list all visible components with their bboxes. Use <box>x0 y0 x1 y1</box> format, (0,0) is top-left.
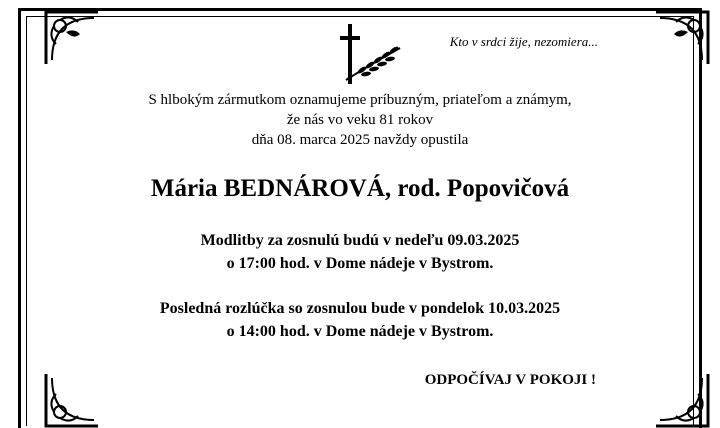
prayers-line: o 17:00 hod. v Dome nádeje v Bystrom. <box>226 255 494 272</box>
intro-line: dňa 08. marca 2025 navždy opustila <box>251 132 469 148</box>
motto: Kto v srdci žije, nezomiera... <box>449 34 598 49</box>
intro-line: že nás vo veku 81 rokov <box>286 112 434 128</box>
farewell-line: o 14:00 hod. v Dome nádeje v Bystrom. <box>226 323 494 340</box>
announcement-intro <box>0 90 720 150</box>
deceased-name: Mária BEDNÁROVÁ, rod. Popovičová <box>150 175 570 202</box>
ornamental-corner-icon <box>654 10 710 66</box>
closing-phrase: ODPOČÍVAJ V POKOJI ! <box>424 372 596 388</box>
intro-line: S hlbokým zármutkom oznamujeme príbuzným, priateľom a známym, <box>148 92 572 108</box>
farewell-line: Posledná rozlúčka so zosnulou bude v pondelok 10.03.2025 <box>159 300 561 317</box>
prayers-info <box>0 229 720 275</box>
cross-with-wheat-icon <box>338 22 408 86</box>
farewell-info <box>0 297 720 343</box>
prayers-line: Modlitby za zosnulú budú v nedeľu 09.03.2025 <box>200 232 520 249</box>
ornamental-corner-icon <box>44 10 100 66</box>
